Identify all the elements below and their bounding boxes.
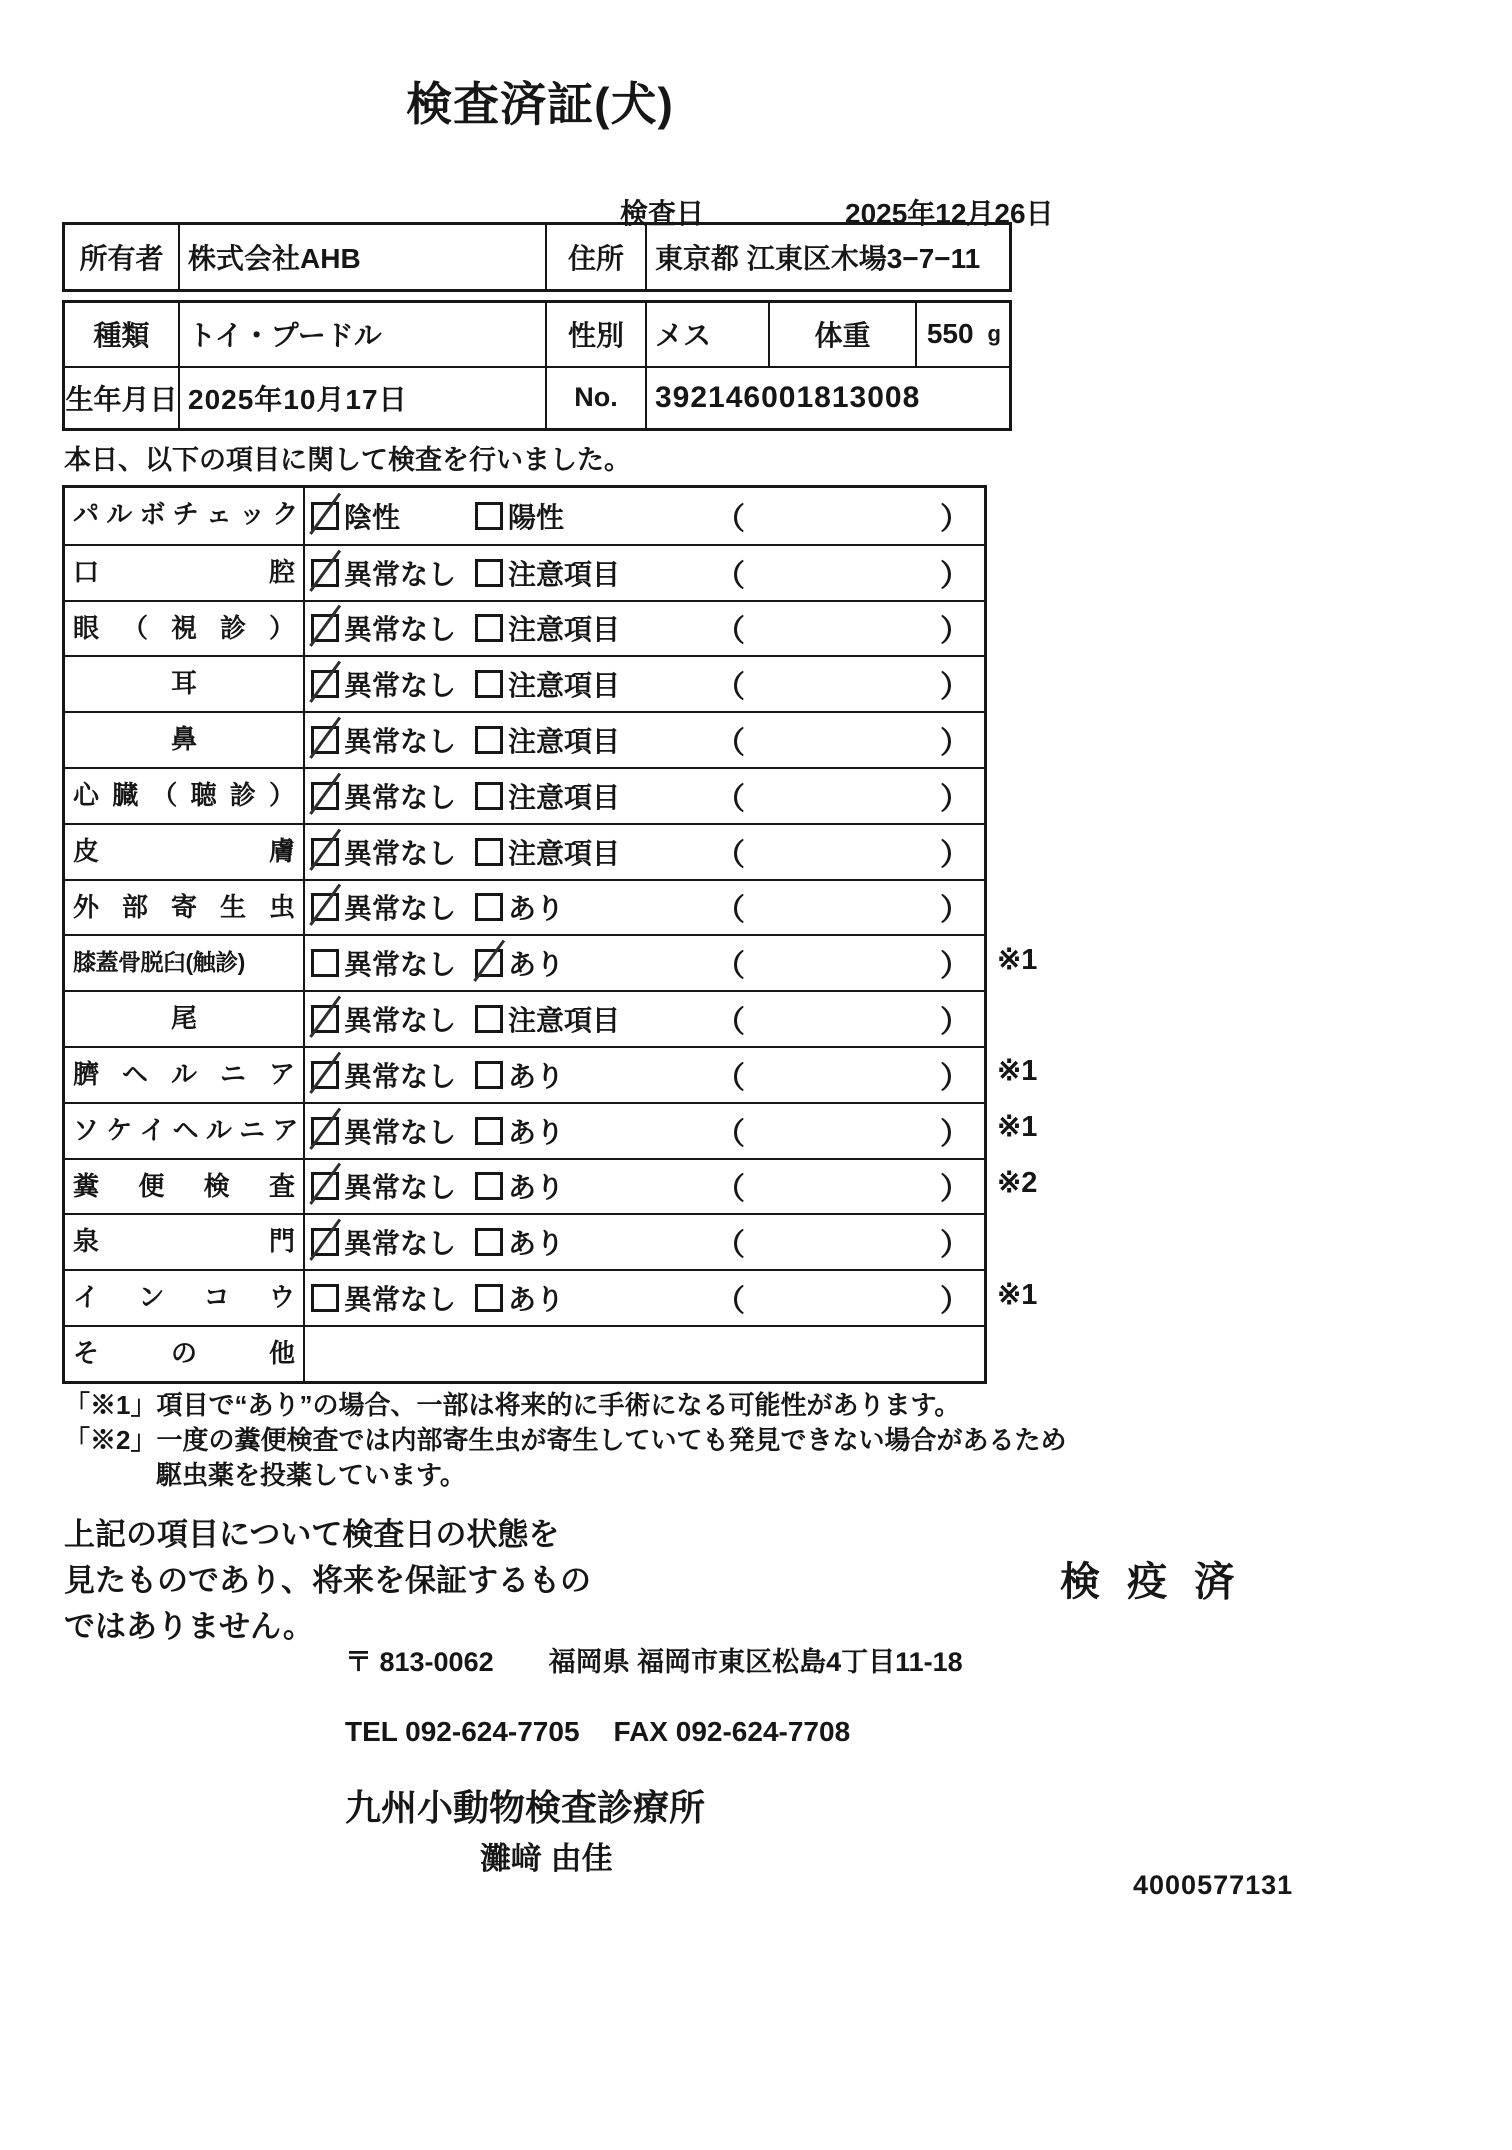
result-option-secondary [475, 1222, 715, 1262]
paren-close: ） [940, 894, 970, 928]
paren-close: ） [940, 782, 970, 816]
option-label: 異常なし [344, 726, 457, 758]
result-option-secondary [475, 496, 715, 536]
inspection-item-label: 皮 膚 [65, 825, 305, 879]
result-option-primary [305, 1166, 475, 1206]
weight-label: 体重 [768, 303, 915, 366]
result-option-secondary [475, 999, 715, 1039]
paren-open: （ [715, 1285, 745, 1319]
checkbox-icon [475, 1061, 503, 1089]
document-number: 4000577131 [1133, 1870, 1294, 1900]
clinic-fax: FAX 092-624-7708 [613, 1716, 851, 1747]
result-option-primary [305, 664, 475, 704]
inspection-item-label: 心 臓 （ 聴 診 ） [65, 769, 305, 823]
row-note-marker: ※1 [997, 1111, 1038, 1144]
option-label: 注意項目 [508, 837, 621, 869]
paren-close: ） [940, 502, 970, 536]
row-note-empty [997, 708, 1037, 764]
inspection-item-label: 泉 門 [65, 1215, 305, 1269]
checkbox-icon [311, 1117, 339, 1145]
inspection-result-cell [305, 825, 984, 879]
paren-open: （ [715, 671, 745, 705]
result-option-secondary [475, 664, 715, 704]
inspection-item-label: そ の 他 [65, 1327, 305, 1381]
weight-value: 550 [926, 318, 974, 350]
option-label: あり [508, 1284, 565, 1316]
checkbox-icon [475, 838, 503, 866]
sex-label: 性別 [545, 303, 645, 366]
result-option-primary [305, 999, 475, 1039]
option-label: 異常なし [344, 893, 457, 925]
inspection-row [65, 711, 984, 767]
sex-value: メス [645, 303, 768, 366]
inspection-row [65, 544, 984, 600]
clinic-tel: TEL 092-624-7705 [345, 1716, 580, 1747]
row-note-empty [997, 1210, 1037, 1266]
inspection-row [65, 823, 984, 879]
inspection-row [65, 879, 984, 935]
inspection-result-cell [305, 881, 984, 935]
option-label: 異常なし [344, 614, 457, 646]
option-label: あり [508, 893, 565, 925]
paren-close: ） [940, 950, 970, 984]
inspection-item-label: ソ ケ イ ヘ ル ニ ア [65, 1104, 305, 1158]
result-option-primary [305, 1055, 475, 1095]
paren-open: （ [715, 1061, 745, 1095]
paren-close: ） [940, 1229, 970, 1263]
inspection-row [65, 488, 984, 544]
option-label: あり [508, 1116, 565, 1148]
inspection-item-label: 眼 （ 視 診 ） [65, 602, 305, 656]
inspection-item-label: イ ン コ ウ [65, 1271, 305, 1325]
paren-close: ） [940, 559, 970, 593]
inspection-row [65, 1213, 984, 1269]
option-label: 注意項目 [508, 1005, 621, 1037]
row-note-empty [997, 1322, 1037, 1378]
owner-label: 所有者 [79, 243, 164, 274]
clinic-tel-line [345, 1716, 850, 1748]
checkbox-icon [475, 1117, 503, 1145]
checkbox-icon [311, 782, 339, 810]
intro-text: 本日、以下の項目に関して検査を行いました。 [64, 445, 631, 475]
paren-open: （ [715, 950, 745, 984]
result-option-primary [305, 776, 475, 816]
footnote-2: 「※2」一度の糞便検査では内部寄生虫が寄生していても発見できない場合があるため [64, 1425, 1067, 1455]
inspection-result-cell [305, 936, 984, 990]
result-option-secondary [475, 943, 715, 983]
no-label: No. [545, 366, 645, 429]
address-value: 東京都 江東区木場3−7−11 [645, 225, 1009, 289]
row-note-empty [997, 987, 1037, 1043]
paren-open: （ [715, 1173, 745, 1207]
option-label: 異常なし [344, 1284, 457, 1316]
result-option-primary [305, 943, 475, 983]
checkbox-icon [475, 1284, 503, 1312]
inspection-result-cell [305, 602, 984, 656]
paren-close: ） [940, 727, 970, 761]
inspection-result-cell [305, 657, 984, 711]
result-option-secondary [475, 1055, 715, 1095]
result-option-primary [305, 832, 475, 872]
result-option-secondary [475, 1111, 715, 1151]
inspection-table [62, 485, 987, 1384]
clinic-postal: 〒 813-0062 [345, 1647, 494, 1677]
inspection-result-cell [305, 1327, 984, 1381]
row-note-marker: ※1 [997, 1055, 1038, 1088]
inspection-result-cell [305, 1215, 984, 1269]
inspection-result-cell [305, 1160, 984, 1214]
option-label: 異常なし [344, 1228, 457, 1260]
inspection-section [62, 485, 1037, 1384]
weight-unit: g [987, 321, 1001, 347]
row-note-marker: ※2 [997, 1166, 1038, 1199]
checkbox-icon [475, 559, 503, 587]
checkbox-icon [311, 893, 339, 921]
row-note-empty [997, 485, 1037, 541]
checkbox-icon [475, 893, 503, 921]
paren-close: ） [940, 615, 970, 649]
result-option-primary [305, 1111, 475, 1151]
birth-value: 2025年10月17日 [178, 366, 545, 429]
inspection-row [65, 934, 984, 990]
option-label: 異常なし [344, 670, 457, 702]
owner-table [62, 222, 1012, 292]
page-title: 検査済証(犬) [406, 78, 674, 130]
clinic-address-line [345, 1640, 963, 1679]
checkbox-icon [475, 782, 503, 810]
paren-close: ） [940, 838, 970, 872]
option-label: 注意項目 [508, 558, 621, 590]
row-note-marker: ※1 [997, 1278, 1038, 1311]
address-label: 住所 [545, 225, 645, 289]
checkbox-icon [311, 726, 339, 754]
clinic-name: 九州小動物検査診療所 [345, 1787, 706, 1828]
inspection-result-cell [305, 1271, 984, 1325]
spacer [494, 1640, 549, 1679]
option-label: 異常なし [344, 1172, 457, 1204]
paren-open: （ [715, 838, 745, 872]
inspection-row [65, 655, 984, 711]
inspection-item-label: 臍 ヘ ル ニ ア [65, 1048, 305, 1102]
checkbox-icon [475, 726, 503, 754]
option-label: 異常なし [344, 558, 457, 590]
option-label: 注意項目 [508, 781, 621, 813]
inspection-row [65, 990, 984, 1046]
option-label: 異常なし [344, 781, 457, 813]
breed-value: トイ・プードル [178, 303, 545, 366]
exam-date-label: 検査日 [620, 198, 705, 229]
row-note-empty [997, 876, 1037, 932]
inspection-row [65, 767, 984, 823]
checkbox-icon [475, 614, 503, 642]
inspection-result-cell [305, 713, 984, 767]
inspection-item-label: 尾 [65, 992, 305, 1046]
checkbox-icon [311, 1284, 339, 1312]
disclaimer [64, 1512, 591, 1650]
paren-close: ） [940, 1117, 970, 1151]
inspection-item-label: 膝蓋骨脱臼(触診) [65, 936, 305, 990]
footnote-2-continued: 駆虫薬を投薬しています。 [156, 1460, 466, 1490]
result-option-primary [305, 608, 475, 648]
checkbox-icon [311, 949, 339, 977]
row-note-empty [997, 652, 1037, 708]
paren-close: ） [940, 1061, 970, 1095]
checkbox-icon [311, 559, 339, 587]
option-label: 陰性 [344, 501, 401, 533]
option-label: 注意項目 [508, 614, 621, 646]
option-label: 異常なし [344, 1116, 457, 1148]
inspection-row [65, 1325, 984, 1381]
result-option-primary [305, 1222, 475, 1262]
disclaimer-line-3: ではありません。 [64, 1609, 314, 1644]
paren-open: （ [715, 727, 745, 761]
result-option-secondary [475, 608, 715, 648]
checkbox-icon [475, 1172, 503, 1200]
inspection-result-cell [305, 546, 984, 600]
inspection-result-cell [305, 1048, 984, 1102]
paren-close: ） [940, 1285, 970, 1319]
option-label: あり [508, 949, 565, 981]
checkbox-icon [311, 1061, 339, 1089]
row-note-empty [997, 820, 1037, 876]
clinic-address: 福岡県 福岡市東区松島4丁目11-18 [548, 1647, 963, 1677]
paren-open: （ [715, 1117, 745, 1151]
row-note-empty [997, 764, 1037, 820]
paren-open: （ [715, 615, 745, 649]
note-rail [987, 485, 1037, 1384]
inspection-item-label: 糞 便 検 査 [65, 1160, 305, 1214]
spacer [580, 1716, 614, 1748]
no-value: 392146001813008 [645, 366, 1009, 429]
result-option-secondary [475, 887, 715, 927]
paren-open: （ [715, 894, 745, 928]
result-option-primary [305, 1278, 475, 1318]
checkbox-icon [311, 1228, 339, 1256]
checkbox-icon [311, 1005, 339, 1033]
footnote-1: 「※1」項目で“あり”の場合、一部は将来的に手術になる可能性があります。 [64, 1390, 961, 1420]
option-label: 異常なし [344, 837, 457, 869]
paren-open: （ [715, 1229, 745, 1263]
checkbox-icon [311, 670, 339, 698]
option-label: 陽性 [508, 501, 565, 533]
checkbox-icon [475, 949, 503, 977]
disclaimer-line-2: 見たものであり、将来を保証するもの [64, 1563, 591, 1598]
result-option-secondary [475, 1166, 715, 1206]
quarantine-stamp: 検 疫 済 [1060, 1560, 1243, 1604]
checkbox-icon [475, 670, 503, 698]
inspection-item-label: 口 腔 [65, 546, 305, 600]
inspection-item-label: 鼻 [65, 713, 305, 767]
result-option-primary [305, 720, 475, 760]
option-label: 注意項目 [508, 670, 621, 702]
result-option-secondary [475, 832, 715, 872]
inspection-result-cell [305, 1104, 984, 1158]
paren-close: ） [940, 1173, 970, 1207]
inspection-item-label: パ ル ボ チ ェ ッ ク [65, 488, 305, 544]
breed-label: 種類 [93, 320, 150, 352]
paren-open: （ [715, 502, 745, 536]
checkbox-icon [311, 502, 339, 530]
paren-open: （ [715, 559, 745, 593]
footnotes [64, 1388, 1066, 1493]
checkbox-icon [311, 614, 339, 642]
paren-close: ） [940, 1006, 970, 1040]
result-option-secondary [475, 553, 715, 593]
inspection-row [65, 1158, 984, 1214]
inspection-row [65, 1269, 984, 1325]
checkbox-icon [311, 1172, 339, 1200]
animal-table [62, 300, 1012, 431]
disclaimer-line-1: 上記の項目について検査日の状態を [64, 1517, 560, 1552]
option-label: 異常なし [344, 949, 457, 981]
inspection-result-cell [305, 488, 984, 544]
inspection-result-cell [305, 769, 984, 823]
result-option-primary [305, 887, 475, 927]
result-option-secondary [475, 1278, 715, 1318]
option-label: あり [508, 1172, 565, 1204]
checkbox-icon [475, 502, 503, 530]
option-label: 注意項目 [508, 726, 621, 758]
option-label: 異常なし [344, 1060, 457, 1092]
inspection-item-label: 耳 [65, 657, 305, 711]
row-note-empty [997, 597, 1037, 653]
owner-value: 株式会社AHB [178, 225, 545, 289]
birth-label: 生年月日 [65, 366, 178, 429]
paren-open: （ [715, 782, 745, 816]
result-option-secondary [475, 720, 715, 760]
result-option-primary [305, 496, 475, 536]
checkbox-icon [475, 1228, 503, 1256]
inspection-row [65, 1046, 984, 1102]
exam-date-value: 2025年12月26日 [845, 198, 1054, 229]
result-option-primary [305, 553, 475, 593]
weight-value-cell [915, 303, 1009, 366]
paren-close: ） [940, 671, 970, 705]
row-note-empty [997, 541, 1037, 597]
result-option-secondary [475, 776, 715, 816]
inspection-item-label: 外 部 寄 生 虫 [65, 881, 305, 935]
option-label: あり [508, 1228, 565, 1260]
checkbox-icon [475, 1005, 503, 1033]
inspection-row [65, 1102, 984, 1158]
row-note-marker: ※1 [997, 943, 1038, 976]
checkbox-icon [311, 838, 339, 866]
option-label: あり [508, 1060, 565, 1092]
inspection-row [65, 600, 984, 656]
inspection-result-cell [305, 992, 984, 1046]
option-label: 異常なし [344, 1005, 457, 1037]
examiner-name: 灘﨑 由佳 [480, 1841, 613, 1876]
paren-open: （ [715, 1006, 745, 1040]
